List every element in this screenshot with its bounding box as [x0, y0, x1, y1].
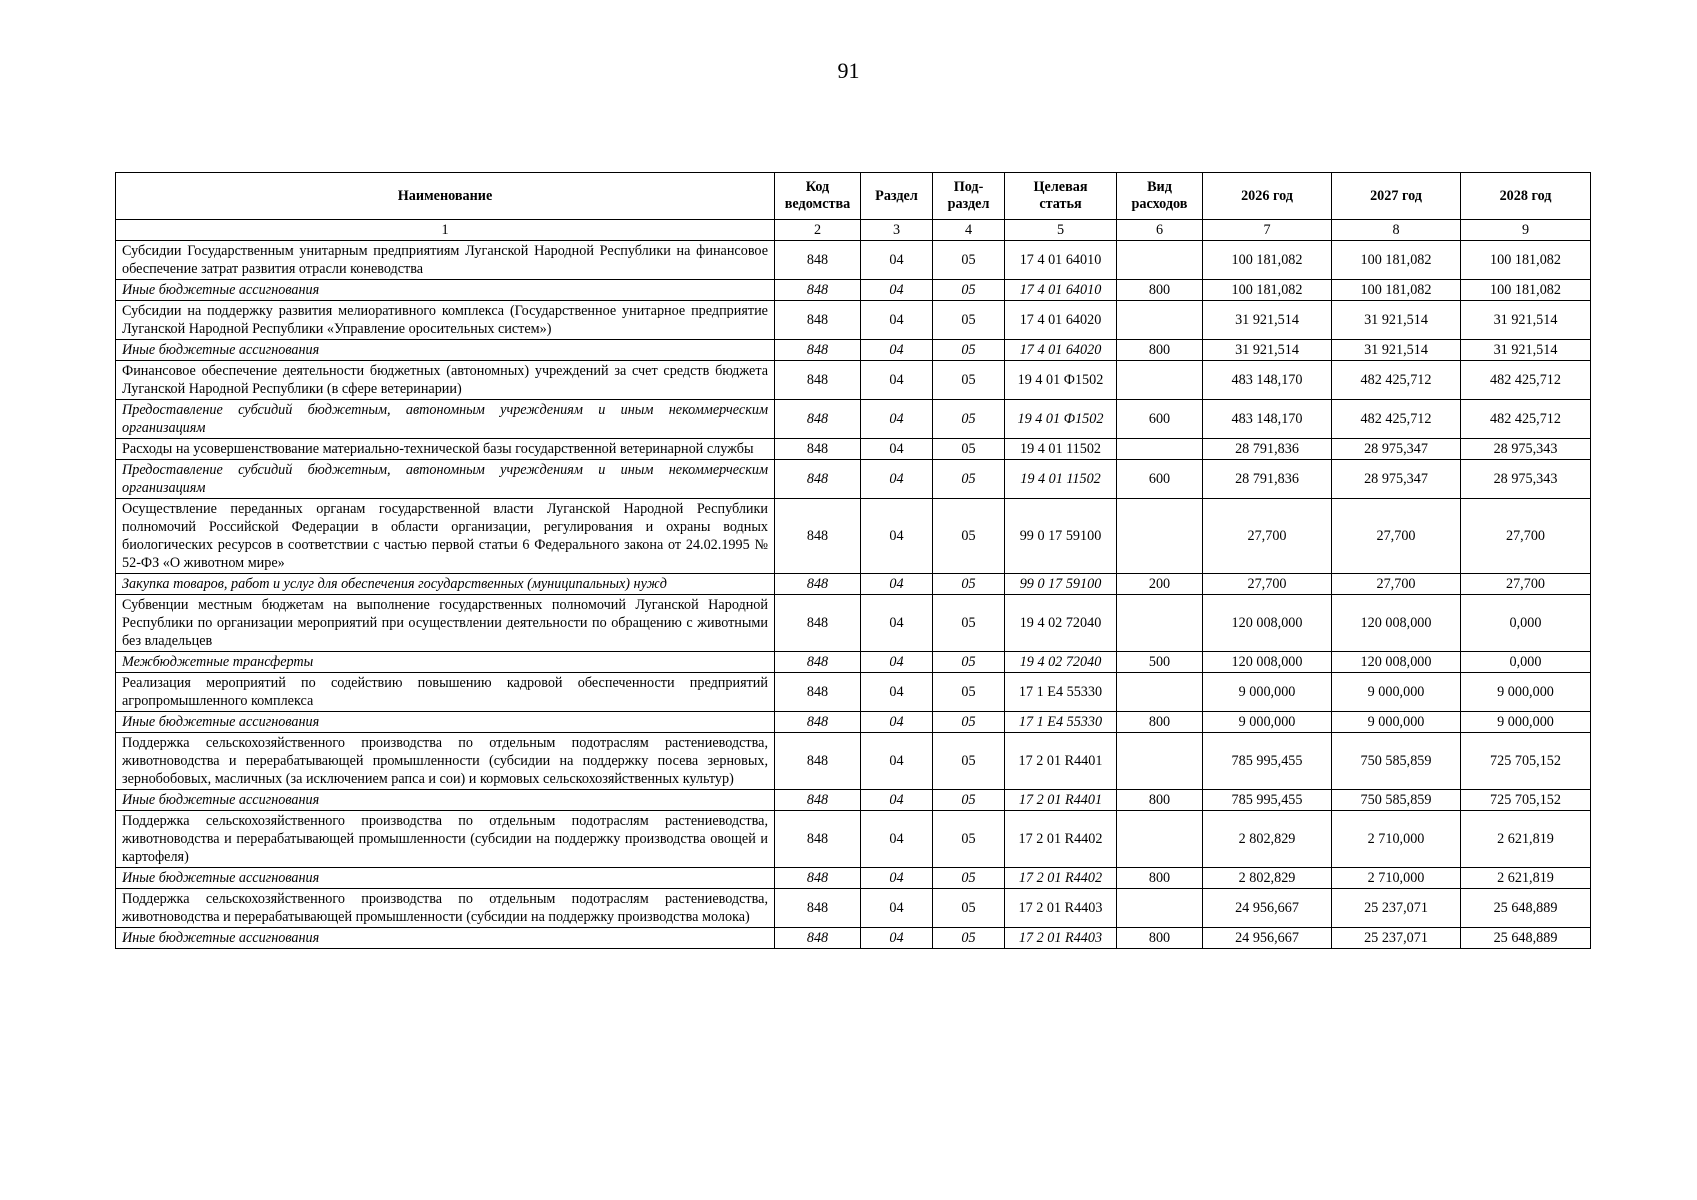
cell-2028: 25 648,889 [1461, 889, 1591, 928]
cell-section: 04 [861, 652, 933, 673]
cell-2028: 28 975,343 [1461, 460, 1591, 499]
budget-table [115, 172, 1591, 949]
cell-2026: 31 921,514 [1203, 340, 1332, 361]
cell-subsection: 05 [933, 439, 1005, 460]
cell-2026: 24 956,667 [1203, 889, 1332, 928]
column-number: 3 [861, 220, 933, 241]
cell-target: 17 2 01 R4401 [1005, 733, 1117, 790]
table-row [116, 673, 1591, 712]
table-row [116, 733, 1591, 790]
column-number: 4 [933, 220, 1005, 241]
header-2026: 2026 год [1203, 173, 1332, 220]
cell-name: Иные бюджетные ассигнования [116, 340, 775, 361]
cell-section: 04 [861, 499, 933, 574]
header-row [116, 173, 1591, 220]
cell-2027: 27,700 [1332, 574, 1461, 595]
cell-name: Поддержка сельскохозяйственного производства по отдельным подотраслям растениеводства, животноводства и перерабатывающей промышленности (субсидии на поддержку посева зерновых, зернобобовых, масличных (за исключением рапса и сои) и кормовых сельскохозяйственных культур) [116, 733, 775, 790]
cell-2028: 31 921,514 [1461, 301, 1591, 340]
cell-section: 04 [861, 811, 933, 868]
cell-subsection: 05 [933, 574, 1005, 595]
cell-code: 848 [775, 733, 861, 790]
cell-2028: 9 000,000 [1461, 712, 1591, 733]
cell-2026: 483 148,170 [1203, 361, 1332, 400]
cell-subsection: 05 [933, 400, 1005, 439]
cell-target: 17 4 01 64010 [1005, 241, 1117, 280]
cell-2027: 120 008,000 [1332, 595, 1461, 652]
cell-target: 17 2 01 R4402 [1005, 868, 1117, 889]
cell-2026: 120 008,000 [1203, 595, 1332, 652]
cell-target: 19 4 01 Ф1502 [1005, 400, 1117, 439]
cell-2028: 25 648,889 [1461, 928, 1591, 949]
cell-vid [1117, 499, 1203, 574]
cell-code: 848 [775, 811, 861, 868]
table-row [116, 595, 1591, 652]
cell-section: 04 [861, 280, 933, 301]
cell-subsection: 05 [933, 460, 1005, 499]
cell-section: 04 [861, 301, 933, 340]
cell-code: 848 [775, 790, 861, 811]
cell-subsection: 05 [933, 868, 1005, 889]
cell-target: 17 2 01 R4403 [1005, 889, 1117, 928]
cell-2027: 2 710,000 [1332, 811, 1461, 868]
cell-target: 19 4 02 72040 [1005, 595, 1117, 652]
cell-vid [1117, 361, 1203, 400]
cell-2026: 24 956,667 [1203, 928, 1332, 949]
cell-section: 04 [861, 574, 933, 595]
cell-vid [1117, 439, 1203, 460]
cell-name: Финансовое обеспечение деятельности бюджетных (автономных) учреждений за счет средств бюджета Луганской Народной Республики (в сфере ветеринарии) [116, 361, 775, 400]
cell-code: 848 [775, 673, 861, 712]
cell-target: 99 0 17 59100 [1005, 499, 1117, 574]
column-number: 5 [1005, 220, 1117, 241]
table-row [116, 361, 1591, 400]
table-row [116, 460, 1591, 499]
cell-vid [1117, 811, 1203, 868]
cell-section: 04 [861, 361, 933, 400]
cell-code: 848 [775, 652, 861, 673]
table-row [116, 499, 1591, 574]
cell-2028: 482 425,712 [1461, 400, 1591, 439]
column-number: 9 [1461, 220, 1591, 241]
cell-name: Предоставление субсидий бюджетным, автономным учреждениям и иным некоммерческим организациям [116, 400, 775, 439]
cell-2026: 785 995,455 [1203, 790, 1332, 811]
cell-2027: 482 425,712 [1332, 361, 1461, 400]
cell-2028: 9 000,000 [1461, 673, 1591, 712]
cell-target: 17 1 Е4 55330 [1005, 673, 1117, 712]
cell-name: Реализация мероприятий по содействию повышению кадровой обеспеченности предприятий агропромышленного комплекса [116, 673, 775, 712]
cell-subsection: 05 [933, 733, 1005, 790]
cell-section: 04 [861, 241, 933, 280]
cell-code: 848 [775, 712, 861, 733]
cell-2028: 100 181,082 [1461, 280, 1591, 301]
cell-2027: 120 008,000 [1332, 652, 1461, 673]
cell-name: Субсидии на поддержку развития мелиоративного комплекса (Государственное унитарное предприятие Луганской Народной Республики «Управление оросительных систем») [116, 301, 775, 340]
column-number: 1 [116, 220, 775, 241]
table-row [116, 280, 1591, 301]
cell-subsection: 05 [933, 712, 1005, 733]
header-code: Код ведомства [775, 173, 861, 220]
table-row [116, 652, 1591, 673]
cell-2027: 9 000,000 [1332, 712, 1461, 733]
cell-target: 17 2 01 R4401 [1005, 790, 1117, 811]
cell-2028: 28 975,343 [1461, 439, 1591, 460]
cell-vid: 800 [1117, 712, 1203, 733]
cell-subsection: 05 [933, 889, 1005, 928]
cell-code: 848 [775, 301, 861, 340]
cell-code: 848 [775, 868, 861, 889]
cell-name: Расходы на усовершенствование материально-технической базы государственной ветеринарной службы [116, 439, 775, 460]
cell-code: 848 [775, 340, 861, 361]
cell-name: Субвенции местным бюджетам на выполнение государственных полномочий Луганской Народной Республики по организации мероприятий при осуществлении деятельности по обращению с животными без владельцев [116, 595, 775, 652]
cell-subsection: 05 [933, 652, 1005, 673]
cell-target: 17 4 01 64020 [1005, 340, 1117, 361]
cell-2027: 28 975,347 [1332, 460, 1461, 499]
cell-section: 04 [861, 712, 933, 733]
cell-2027: 2 710,000 [1332, 868, 1461, 889]
cell-target: 17 4 01 64020 [1005, 301, 1117, 340]
table-row [116, 400, 1591, 439]
cell-2026: 27,700 [1203, 574, 1332, 595]
cell-subsection: 05 [933, 340, 1005, 361]
cell-vid [1117, 733, 1203, 790]
cell-name: Иные бюджетные ассигнования [116, 790, 775, 811]
cell-target: 99 0 17 59100 [1005, 574, 1117, 595]
cell-2026: 31 921,514 [1203, 301, 1332, 340]
cell-2027: 482 425,712 [1332, 400, 1461, 439]
cell-2027: 100 181,082 [1332, 241, 1461, 280]
header-2028: 2028 год [1461, 173, 1591, 220]
cell-2026: 483 148,170 [1203, 400, 1332, 439]
cell-2027: 9 000,000 [1332, 673, 1461, 712]
cell-vid: 600 [1117, 400, 1203, 439]
cell-section: 04 [861, 889, 933, 928]
cell-name: Поддержка сельскохозяйственного производства по отдельным подотраслям растениеводства, животноводства и перерабатывающей промышленности (субсидии на поддержку производства овощей и картофеля) [116, 811, 775, 868]
cell-name: Поддержка сельскохозяйственного производства по отдельным подотраслям растениеводства, животноводства и перерабатывающей промышленности (субсидии на поддержку производства молока) [116, 889, 775, 928]
table-row [116, 574, 1591, 595]
cell-name: Иные бюджетные ассигнования [116, 928, 775, 949]
cell-2028: 725 705,152 [1461, 790, 1591, 811]
cell-2026: 2 802,829 [1203, 811, 1332, 868]
cell-2027: 27,700 [1332, 499, 1461, 574]
cell-name: Закупка товаров, работ и услуг для обеспечения государственных (муниципальных) нужд [116, 574, 775, 595]
cell-vid [1117, 301, 1203, 340]
cell-vid: 800 [1117, 868, 1203, 889]
cell-2028: 31 921,514 [1461, 340, 1591, 361]
cell-2027: 100 181,082 [1332, 280, 1461, 301]
cell-vid: 200 [1117, 574, 1203, 595]
cell-subsection: 05 [933, 361, 1005, 400]
table-row [116, 241, 1591, 280]
cell-subsection: 05 [933, 241, 1005, 280]
cell-2026: 28 791,836 [1203, 460, 1332, 499]
cell-2028: 0,000 [1461, 595, 1591, 652]
cell-name: Иные бюджетные ассигнования [116, 280, 775, 301]
cell-section: 04 [861, 400, 933, 439]
cell-2028: 100 181,082 [1461, 241, 1591, 280]
column-numbers-row [116, 220, 1591, 241]
header-vid: Вид расходов [1117, 173, 1203, 220]
cell-2028: 27,700 [1461, 499, 1591, 574]
column-number: 2 [775, 220, 861, 241]
cell-section: 04 [861, 790, 933, 811]
cell-2028: 27,700 [1461, 574, 1591, 595]
cell-subsection: 05 [933, 790, 1005, 811]
cell-2026: 100 181,082 [1203, 280, 1332, 301]
table-row [116, 439, 1591, 460]
table-row [116, 790, 1591, 811]
column-number: 8 [1332, 220, 1461, 241]
cell-2026: 120 008,000 [1203, 652, 1332, 673]
page-number: 91 [837, 58, 860, 83]
header-name: Наименование [116, 173, 775, 220]
cell-section: 04 [861, 733, 933, 790]
cell-2028: 0,000 [1461, 652, 1591, 673]
cell-vid [1117, 673, 1203, 712]
cell-vid: 800 [1117, 928, 1203, 949]
cell-2027: 750 585,859 [1332, 733, 1461, 790]
header-2027: 2027 год [1332, 173, 1461, 220]
cell-2027: 25 237,071 [1332, 928, 1461, 949]
cell-2026: 785 995,455 [1203, 733, 1332, 790]
cell-subsection: 05 [933, 280, 1005, 301]
cell-section: 04 [861, 868, 933, 889]
cell-2028: 2 621,819 [1461, 811, 1591, 868]
cell-2026: 28 791,836 [1203, 439, 1332, 460]
cell-subsection: 05 [933, 499, 1005, 574]
cell-2026: 100 181,082 [1203, 241, 1332, 280]
cell-vid [1117, 595, 1203, 652]
cell-2027: 31 921,514 [1332, 301, 1461, 340]
cell-name: Субсидии Государственным унитарным предприятиям Луганской Народной Республики на финансовое обеспечение затрат развития отрасли коневодства [116, 241, 775, 280]
cell-code: 848 [775, 400, 861, 439]
cell-code: 848 [775, 928, 861, 949]
cell-2028: 725 705,152 [1461, 733, 1591, 790]
cell-vid [1117, 241, 1203, 280]
cell-2026: 27,700 [1203, 499, 1332, 574]
cell-subsection: 05 [933, 673, 1005, 712]
cell-target: 19 4 02 72040 [1005, 652, 1117, 673]
header-target: Целевая статья [1005, 173, 1117, 220]
cell-2026: 9 000,000 [1203, 673, 1332, 712]
header-section: Раздел [861, 173, 933, 220]
cell-2027: 750 585,859 [1332, 790, 1461, 811]
cell-code: 848 [775, 361, 861, 400]
cell-name: Иные бюджетные ассигнования [116, 868, 775, 889]
cell-target: 17 1 Е4 55330 [1005, 712, 1117, 733]
cell-vid: 800 [1117, 340, 1203, 361]
cell-subsection: 05 [933, 811, 1005, 868]
cell-target: 17 2 01 R4402 [1005, 811, 1117, 868]
table-row [116, 889, 1591, 928]
table-row [116, 712, 1591, 733]
cell-section: 04 [861, 673, 933, 712]
cell-vid: 800 [1117, 280, 1203, 301]
cell-2026: 2 802,829 [1203, 868, 1332, 889]
cell-code: 848 [775, 889, 861, 928]
cell-name: Иные бюджетные ассигнования [116, 712, 775, 733]
cell-code: 848 [775, 460, 861, 499]
table-row [116, 811, 1591, 868]
cell-2027: 25 237,071 [1332, 889, 1461, 928]
header-subsection: Под-раздел [933, 173, 1005, 220]
column-number: 7 [1203, 220, 1332, 241]
table-row [116, 868, 1591, 889]
cell-subsection: 05 [933, 301, 1005, 340]
cell-section: 04 [861, 595, 933, 652]
cell-name: Межбюджетные трансферты [116, 652, 775, 673]
column-number: 6 [1117, 220, 1203, 241]
cell-section: 04 [861, 460, 933, 499]
cell-code: 848 [775, 574, 861, 595]
cell-target: 19 4 01 11502 [1005, 460, 1117, 499]
table-row [116, 340, 1591, 361]
cell-code: 848 [775, 241, 861, 280]
cell-vid: 500 [1117, 652, 1203, 673]
cell-name: Предоставление субсидий бюджетным, автономным учреждениям и иным некоммерческим организациям [116, 460, 775, 499]
cell-2027: 31 921,514 [1332, 340, 1461, 361]
cell-target: 19 4 01 11502 [1005, 439, 1117, 460]
cell-subsection: 05 [933, 928, 1005, 949]
cell-vid [1117, 889, 1203, 928]
cell-code: 848 [775, 499, 861, 574]
cell-code: 848 [775, 280, 861, 301]
table-row [116, 301, 1591, 340]
cell-2026: 9 000,000 [1203, 712, 1332, 733]
cell-vid: 600 [1117, 460, 1203, 499]
cell-code: 848 [775, 595, 861, 652]
cell-vid: 800 [1117, 790, 1203, 811]
cell-target: 19 4 01 Ф1502 [1005, 361, 1117, 400]
cell-2027: 28 975,347 [1332, 439, 1461, 460]
cell-section: 04 [861, 439, 933, 460]
table-row [116, 928, 1591, 949]
cell-name: Осуществление переданных органам государственной власти Луганской Народной Республики полномочий Российской Федерации в области организации, регулирования и охраны водных биологических ресурсов в соответствии с частью первой статьи 6 Федерального закона от 24.02.1995 № 52-ФЗ «О животном мире» [116, 499, 775, 574]
cell-2028: 482 425,712 [1461, 361, 1591, 400]
cell-2028: 2 621,819 [1461, 868, 1591, 889]
cell-target: 17 2 01 R4403 [1005, 928, 1117, 949]
cell-target: 17 4 01 64010 [1005, 280, 1117, 301]
cell-section: 04 [861, 340, 933, 361]
cell-section: 04 [861, 928, 933, 949]
cell-code: 848 [775, 439, 861, 460]
cell-subsection: 05 [933, 595, 1005, 652]
